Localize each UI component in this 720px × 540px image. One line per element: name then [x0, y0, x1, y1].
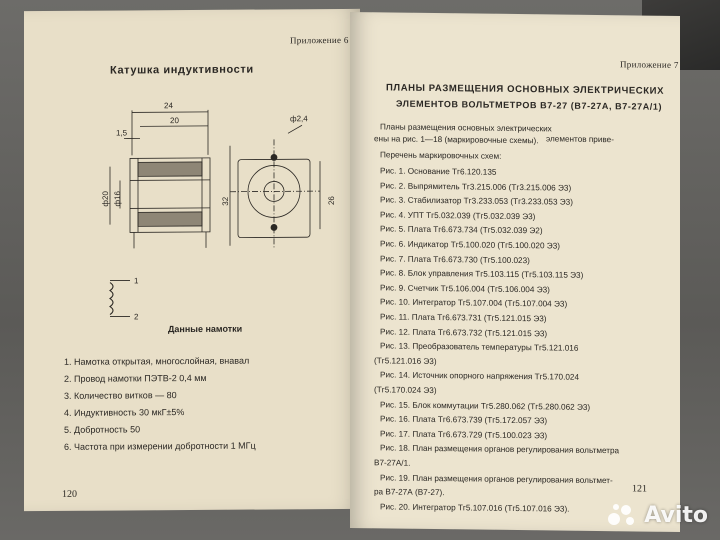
figure-list-item: Рис. 12. Плата Тг6.673.732 (Тг5.121.015 Э3): [380, 326, 548, 338]
right-page: [350, 12, 680, 532]
figure-list-item: (Тг5.121.016 Э3): [374, 356, 437, 366]
figure-list-item: Рис. 8. Блок управления Тг5.103.115 (Тг5.103.115 Э3): [380, 268, 584, 281]
winding-data-item: 2. Провод намотки ПЭТВ-2 0,4 мм: [64, 372, 207, 384]
figure-list-item: Рис. 3. Стабилизатор Тг3.233.053 (Тг3.233.053 Э3): [380, 195, 573, 207]
figure-list-item: Рис. 9. Счетчик Тг5.106.004 (Тг5.106.004 Э3): [380, 283, 550, 295]
winding-data-item: 5. Добротность 50: [64, 424, 141, 435]
figure-list-item: ра В7-27А (В7-27).: [374, 487, 445, 498]
winding-data-item: 4. Индуктивность 30 мкГ±5%: [64, 407, 185, 418]
page-title: Катушка индуктивности: [110, 63, 254, 77]
figure-list-item: Рис. 13. Преобразователь температуры Тг5.121.016: [380, 341, 579, 353]
figure-list-item: Рис. 14. Источник опорного напряжения Тг5.170.024: [380, 370, 580, 383]
figure-list-item: Рис. 16. Плата Тг6.673.739 (Тг5.172.057 Э3): [380, 414, 548, 426]
page-number: 121: [632, 483, 647, 495]
figure-list-item: Рис. 6. Индикатор Тг5.100.020 (Тг5.100.020 Э3): [380, 239, 560, 251]
dim-26: 26: [327, 196, 336, 206]
intro-tail: элементов приве-: [546, 134, 614, 145]
figure-list-item: Рис. 1. Основание Тг6.120.135: [380, 166, 497, 177]
avito-logo-icon: [606, 502, 640, 528]
appendix-label: Приложение 7: [620, 59, 679, 70]
figure-list-item: Рис. 11. Плата Тг6.673.731 (Тг5.121.015 Э3): [380, 312, 547, 324]
list-heading: Перечень маркировочных схем:: [380, 150, 502, 161]
dim-20: 20: [170, 116, 179, 126]
figure-list-item: Рис. 4. УПТ Тг5.032.039 (Тг5.032.039 Э3): [380, 210, 536, 222]
figure-list-item: Рис. 7. Плата Тг6.673.730 (Тг5.100.023): [380, 253, 530, 265]
page-title-line-1: ПЛАНЫ РАЗМЕЩЕНИЯ ОСНОВНЫХ ЭЛЕКТРИЧЕСКИХ: [386, 82, 665, 97]
intro-line-1: Планы размещения основных электрических: [380, 122, 552, 134]
winding-data-item: 6. Частота при измерении добротности 1 МГц: [64, 440, 256, 452]
winding-data-item: 1. Намотка открытая, многослойная, внавал: [64, 355, 250, 367]
left-page: [24, 9, 360, 511]
intro-line-2: ены на рис. 1—18 (маркировочные схемы).: [374, 134, 539, 146]
coil-drawing: [24, 79, 354, 322]
dim-phi-16: ф16: [113, 191, 122, 207]
figure-list-item: Рис. 19. План размещения органов регулирования вольтмет-: [380, 472, 613, 485]
figure-list-item: Рис. 2. Выпрямитель Тг3.215.006 (Тг3.215.006 Э3): [380, 180, 572, 193]
dim-24: 24: [164, 101, 173, 111]
avito-watermark: [606, 502, 708, 528]
dim-32: 32: [221, 196, 230, 206]
watermark-text: Avito: [644, 502, 708, 528]
winding-terminal-2: 2: [134, 312, 139, 322]
figure-list-item: Рис. 17. Плата Тг6.673.729 (Тг5.100.023 Э3): [380, 429, 548, 441]
dim-phi-20: ф20: [101, 191, 110, 207]
figure-list-item: Рис. 18. План размещения органов регулирования вольтметра: [380, 443, 620, 456]
page-number: 120: [62, 488, 77, 500]
page-title-line-2: ЭЛЕМЕНТОВ ВОЛЬТМЕТРОВ В7-27 (В7-27А, В7-27А/1): [396, 98, 663, 112]
figure-list-item: Рис. 20. Интегратор Тг5.107.016 (Тг5.107.016 Э3).: [380, 502, 570, 514]
dim-phi-2-4: ф2,4: [290, 114, 308, 124]
winding-data-item: 3. Количество витков — 80: [64, 390, 177, 401]
appendix-label: Приложение 6: [290, 34, 349, 46]
figure-list-item: (Тг5.170.024 Э3): [374, 385, 437, 396]
dim-1-5: 1,5: [116, 128, 128, 138]
figure-list-item: Рис. 10. Интегратор Тг5.107.004 (Тг5.107.004 Э3): [380, 297, 568, 310]
figure-list-item: В7-27А/1.: [374, 458, 411, 468]
winding-caption: Данные намотки: [168, 323, 243, 335]
figure-list-item: Рис. 5. Плата Тг6.673.734 (Тг5.032.039 Э2): [380, 224, 543, 236]
winding-terminal-1: 1: [134, 276, 139, 286]
figure-list-item: Рис. 15. Блок коммутации Тг5.280.062 (Тг5.280.062 Э3): [380, 399, 591, 412]
